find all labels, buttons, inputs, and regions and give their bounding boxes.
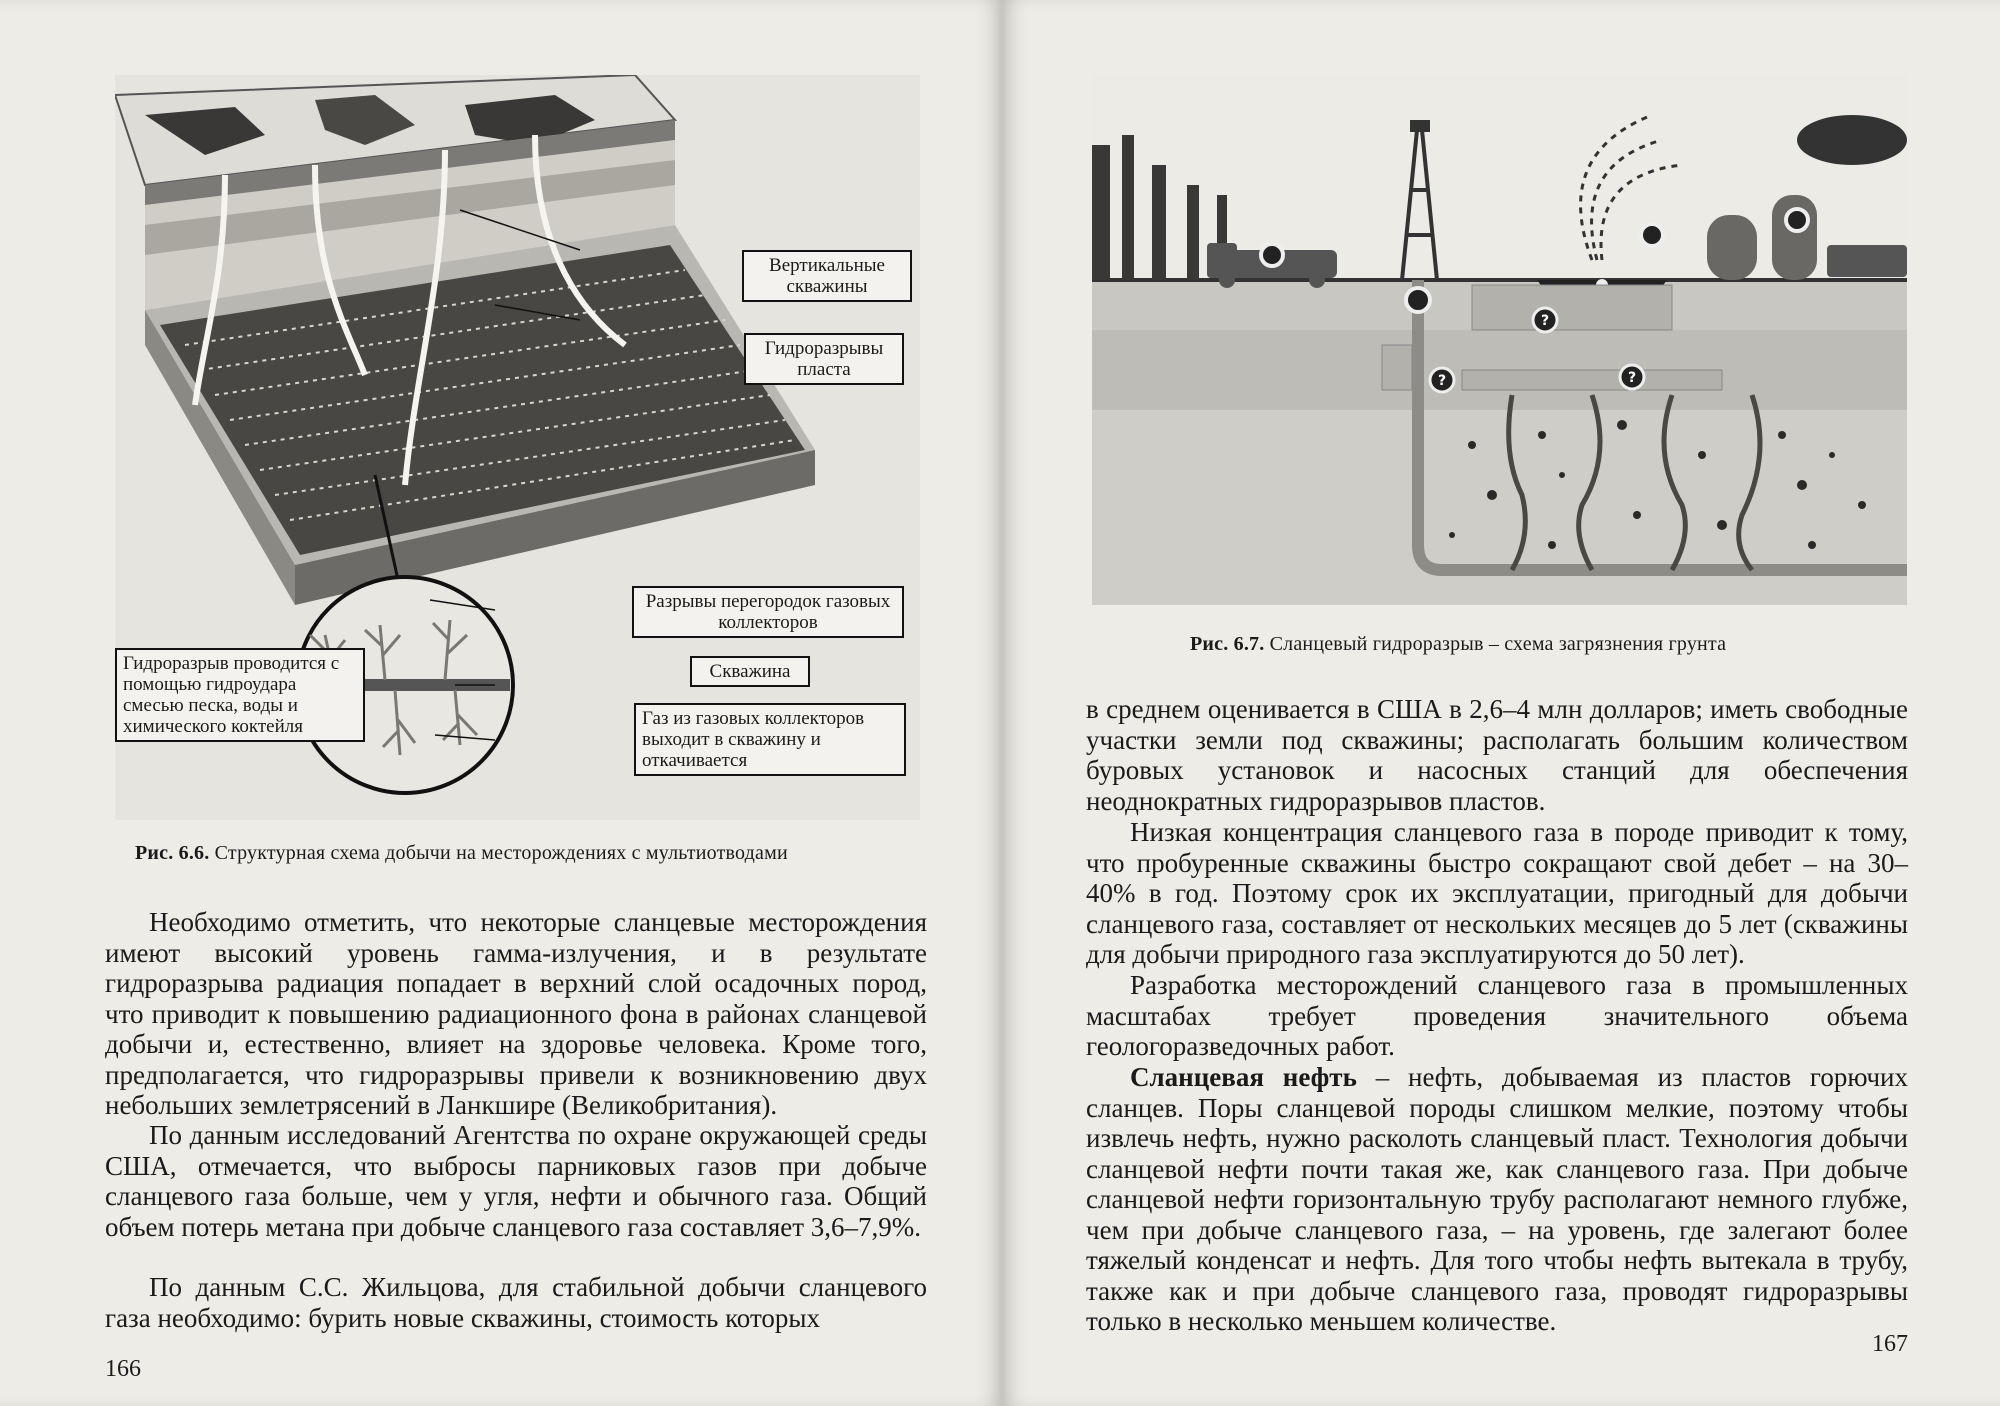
paragraph-4: Сланцевая нефть – нефть, добываемая из пластов горючих сланцев. Поры сланцевой породы слишком мелкие, поэтому чтобы извлечь нефть, нужно расколоть сланцевый пласт. Технология добычи сланцевой нефти почти такая же, как сланцевого газа. При добыче сланцевой нефти горизонтальную трубу располагают немного глубже, чем при добыче сланцевого газа, – на уровень, где залегают более тяжелый конденсат и нефть. Для того чтобы нефть вытекала в трубу, также как и при добыче сланцевого газа, проводят гидроразрывы только в несколько меньшем количестве. bbox=[1086, 1062, 1908, 1336]
label-well: Скважина bbox=[690, 656, 810, 687]
paragraph-2: Низкая концентрация сланцевого газа в породе приводит к тому, что пробуренные скважины быстро сокращают свой дебет – на 30–40% в год. Поэтому срок их эксплуатации, пригодный для добычи сланцевого газа, составляет от нескольких месяцев до 5 лет (скважины для добычи природного газа эксплуатируются до 50 лет). bbox=[1086, 817, 1908, 969]
paragraph-3: Разработка месторождений сланцевого газа в промышленных масштабах требует проведения значительного объема геологоразведочных работ. bbox=[1086, 970, 1908, 1061]
term-shale-oil: Сланцевая нефть bbox=[1130, 1062, 1357, 1092]
caption-number: Рис. 6.6. bbox=[135, 842, 210, 864]
caption-text: Сланцевый гидроразрыв – схема загрязнения грунта bbox=[1269, 633, 1727, 655]
paragraph-1: Необходимо отметить, что некоторые сланцевые месторождения имеют высокий уровень гамма-излучения, и в результате гидроразрыва радиация попадает в верхний слой осадочных пород, что приводит к повышению радиационного фона в районах сланцевой добычи и, естественно, влияет на здоровье человека. Кроме того, предполагается, что гидроразрывы привели к возникновению двух небольших землетрясений в Ланкшире (Великобритания). bbox=[105, 907, 927, 1120]
label-gas-flow: Газ из газовых коллекторов выходит в скважину и откачивается bbox=[634, 703, 906, 776]
label-partitions: Разрывы перегородок газовых коллекторов bbox=[632, 586, 904, 638]
label-fracture-note: Гидроразрыв проводится с помощью гидроудара смесью песка, воды и химического коктейля bbox=[115, 648, 365, 742]
question-marker: ? bbox=[1437, 373, 1447, 389]
figure-6-7-caption bbox=[1190, 633, 1726, 656]
question-marker: ? bbox=[1627, 370, 1637, 386]
paragraph-1: в среднем оценивается в США в 2,6–4 млн долларов; иметь свободные участки земли под скважины; располагать большим количеством буровых установок и насосных станций для обеспечения неоднократных гидроразрывов пластов. bbox=[1086, 694, 1908, 816]
paragraph-3: По данным С.С. Жильцова, для стабильной добычи сланцевого газа необходимо: бурить новые скважины, стоимость которых bbox=[105, 1272, 927, 1333]
label-fracturing: Гидроразрывы пласта bbox=[744, 333, 904, 385]
right-page bbox=[1002, 0, 2000, 1406]
question-marker: ? bbox=[1540, 313, 1550, 329]
label-vertical-wells: Вертикальные скважины bbox=[742, 250, 912, 302]
caption-number: Рис. 6.7. bbox=[1190, 633, 1265, 655]
caption-text: Структурная схема добычи на месторождениях с мультиотводами bbox=[214, 842, 788, 864]
figure-6-7-illustration bbox=[1092, 75, 1907, 605]
paragraph-2: По данным исследований Агентства по охране окружающей среды США, отмечается, что выбросы парниковых газов при добыче сланцевого газа больше, чем у угля, нефти и обычного газа. Общий объем потерь метана при добыче сланцевого газа составляет 3,6–7,9%. bbox=[105, 1120, 927, 1242]
page-number: 166 bbox=[105, 1356, 141, 1382]
figure-6-6-caption bbox=[135, 842, 788, 865]
page-number: 167 bbox=[1872, 1331, 1908, 1357]
